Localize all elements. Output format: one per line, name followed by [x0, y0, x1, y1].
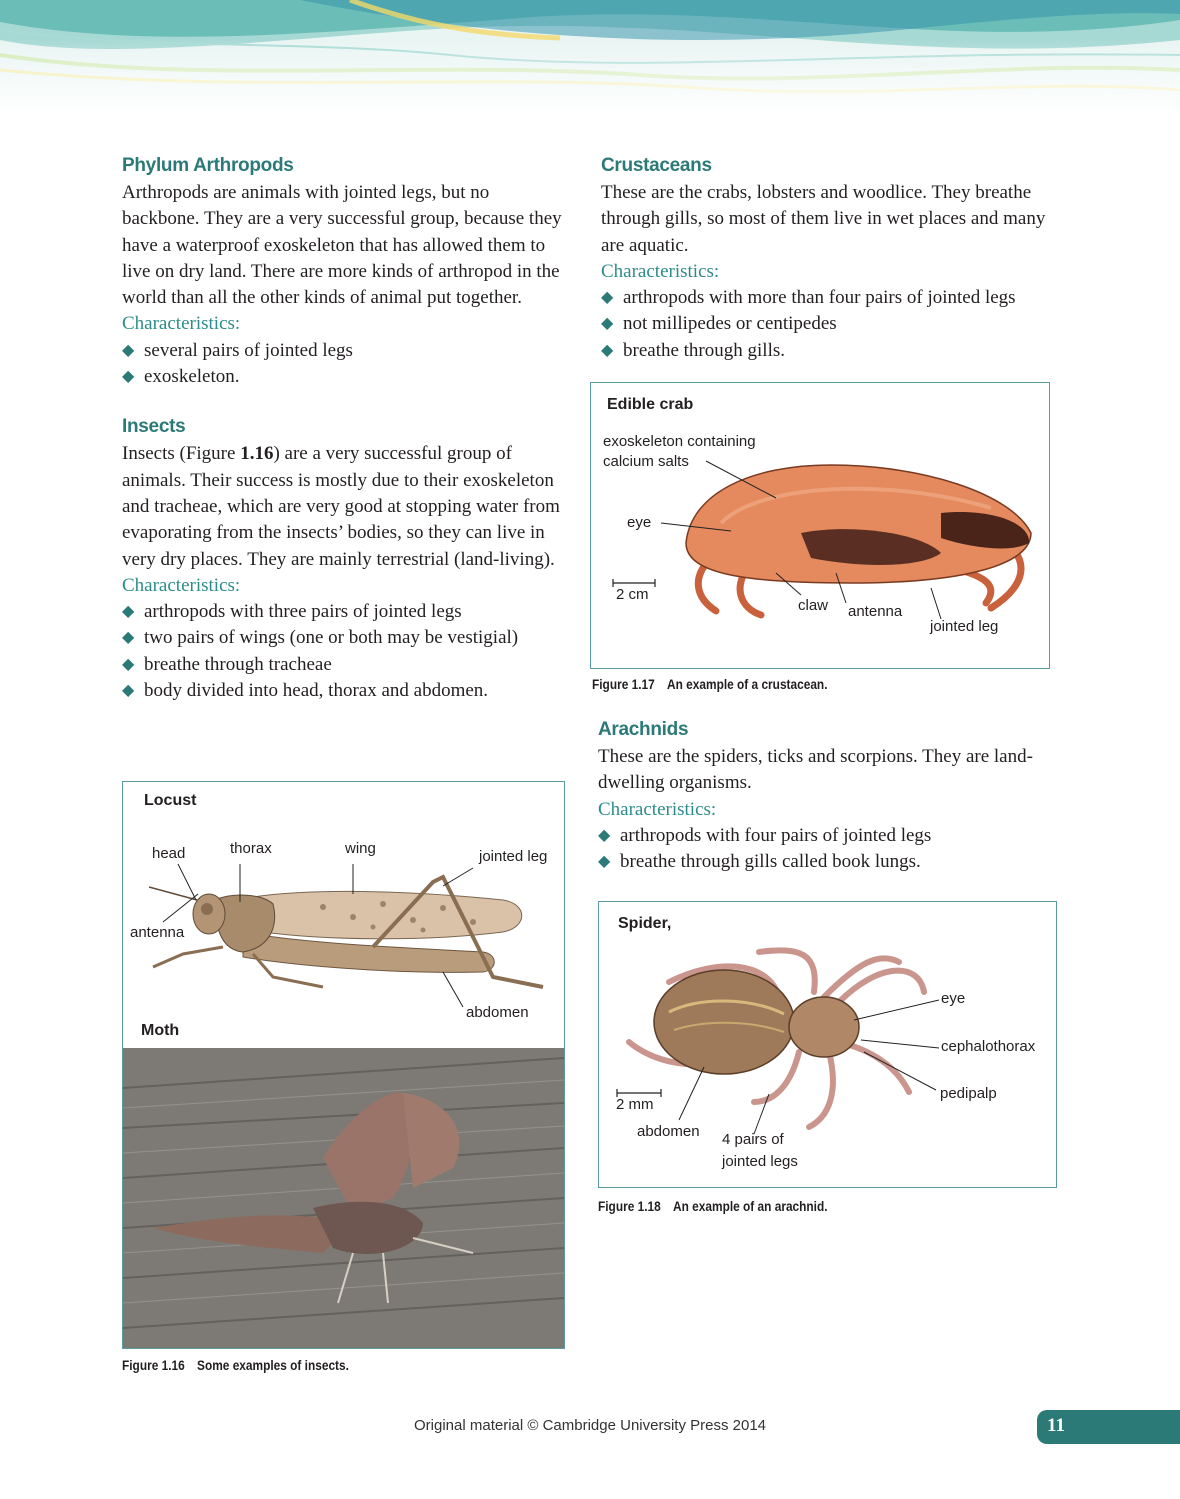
diamond-bullet-icon: ◆	[122, 603, 135, 621]
right-column-top	[601, 155, 1046, 364]
insects-paragraph: Insects (Figure 1.16) are a very successful group of animals. Their success is mostly due to their exoskeleton and tracheae, which are very good at stopping water from evaporating from the insects’ bodies, so they can live in very dry places. They are mainly terrestrial (land-living).	[122, 443, 560, 570]
diamond-bullet-icon: ◆	[122, 341, 135, 359]
label-jointed-leg: jointed leg	[479, 848, 548, 865]
label-jointed-leg: jointed leg	[930, 618, 999, 635]
label-antenna: antenna	[130, 924, 185, 941]
caption-figure-1-16: Figure 1.16 Some examples of insects.	[122, 1358, 349, 1373]
heading-arachnids: Arachnids	[598, 719, 689, 740]
heading-crustaceans: Crustaceans	[601, 155, 712, 176]
list-item: ◆ two pairs of wings (one or both may be vestigial)	[122, 625, 567, 651]
insects-characteristics-label: Characteristics:	[122, 574, 241, 596]
label-head: head	[152, 845, 186, 862]
list-item: ◆ exoskeleton.	[122, 364, 567, 390]
page-number: 11	[1047, 1415, 1065, 1436]
label-exoskeleton-line2: calcium salts	[603, 453, 689, 470]
decorative-wave-banner	[0, 0, 1180, 112]
label-antenna: antenna	[848, 603, 903, 620]
diamond-bullet-icon: ◆	[601, 315, 614, 333]
crustaceans-paragraph: These are the crabs, lobsters and woodlice. They breathe through gills, so most of them live in wet places and many are aquatic.	[601, 182, 1046, 256]
diamond-bullet-icon: ◆	[601, 341, 614, 359]
diamond-bullet-icon: ◆	[598, 826, 611, 844]
arachnids-paragraph: These are the spiders, ticks and scorpions. They are land-dwelling organisms.	[598, 746, 1033, 794]
crab-title: Edible crab	[607, 396, 694, 413]
crustaceans-characteristics-list	[601, 285, 1046, 364]
label-scale: 2 mm	[616, 1096, 654, 1113]
moth-photo	[123, 1048, 564, 1348]
list-item: ◆ body divided into head, thorax and abdomen.	[122, 678, 567, 704]
arachnids-characteristics-label: Characteristics:	[598, 798, 717, 820]
caption-figure-1-18: Figure 1.18 An example of an arachnid.	[598, 1199, 828, 1214]
left-column	[122, 155, 567, 704]
diamond-bullet-icon: ◆	[122, 682, 135, 700]
arachnids-characteristics-list	[598, 823, 1043, 876]
label-cephalothorax: cephalothorax	[941, 1038, 1036, 1055]
diamond-bullet-icon: ◆	[598, 853, 611, 871]
diamond-bullet-icon: ◆	[601, 289, 614, 307]
label-abdomen: abdomen	[466, 1004, 529, 1021]
figure-insects	[122, 781, 565, 1349]
label-thorax: thorax	[230, 840, 272, 857]
locust-illustration	[123, 782, 566, 1022]
phylum-paragraph: Arthropods are animals with jointed legs, but no backbone. They are a very successful group, because they have a waterproof exoskeleton that has allowed them to live on dry land. There are more kinds of arthropod in the world than all the other kinds of animal put together.	[122, 182, 562, 309]
figure-edible-crab	[590, 382, 1050, 669]
label-legs-line2: jointed legs	[722, 1153, 798, 1170]
list-item: ◆ several pairs of jointed legs	[122, 338, 567, 364]
list-item: ◆ breathe through tracheae	[122, 652, 567, 678]
phylum-characteristics-list	[122, 338, 567, 391]
list-item: ◆ not millipedes or centipedes	[601, 311, 1046, 337]
list-item: ◆ breathe through gills.	[601, 338, 1046, 364]
right-column-arachnids	[598, 719, 1043, 875]
diamond-bullet-icon: ◆	[122, 655, 135, 673]
list-item: ◆ arthropods with three pairs of jointed legs	[122, 599, 567, 625]
phylum-characteristics-label: Characteristics:	[122, 313, 241, 335]
list-item: ◆ arthropods with four pairs of jointed legs	[598, 823, 1043, 849]
label-legs-line1: 4 pairs of	[722, 1131, 784, 1148]
caption-figure-1-17: Figure 1.17 An example of a crustacean.	[592, 677, 828, 692]
list-item: ◆ arthropods with more than four pairs of jointed legs	[601, 285, 1046, 311]
label-abdomen: abdomen	[637, 1123, 700, 1140]
copyright-footer: Original material © Cambridge University Press 2014	[414, 1417, 767, 1434]
figure-spider	[598, 901, 1057, 1188]
heading-phylum-arthropods: Phylum Arthropods	[122, 155, 294, 176]
heading-insects: Insects	[122, 416, 186, 438]
crustaceans-characteristics-label: Characteristics:	[601, 260, 720, 282]
label-wing: wing	[345, 840, 376, 857]
moth-title: Moth	[141, 1022, 180, 1039]
insects-characteristics-list	[122, 599, 567, 704]
diamond-bullet-icon: ◆	[122, 368, 135, 386]
spider-title: Spider,	[618, 915, 672, 932]
label-exoskeleton-line1: exoskeleton containing	[603, 433, 756, 450]
locust-title: Locust	[144, 792, 197, 809]
label-pedipalp: pedipalp	[940, 1085, 997, 1102]
list-item: ◆ breathe through gills called book lungs.	[598, 849, 1043, 875]
label-claw: claw	[798, 597, 829, 614]
label-scale: 2 cm	[616, 586, 649, 603]
label-eye: eye	[941, 990, 966, 1007]
diamond-bullet-icon: ◆	[122, 629, 135, 647]
label-eye: eye	[627, 514, 652, 531]
